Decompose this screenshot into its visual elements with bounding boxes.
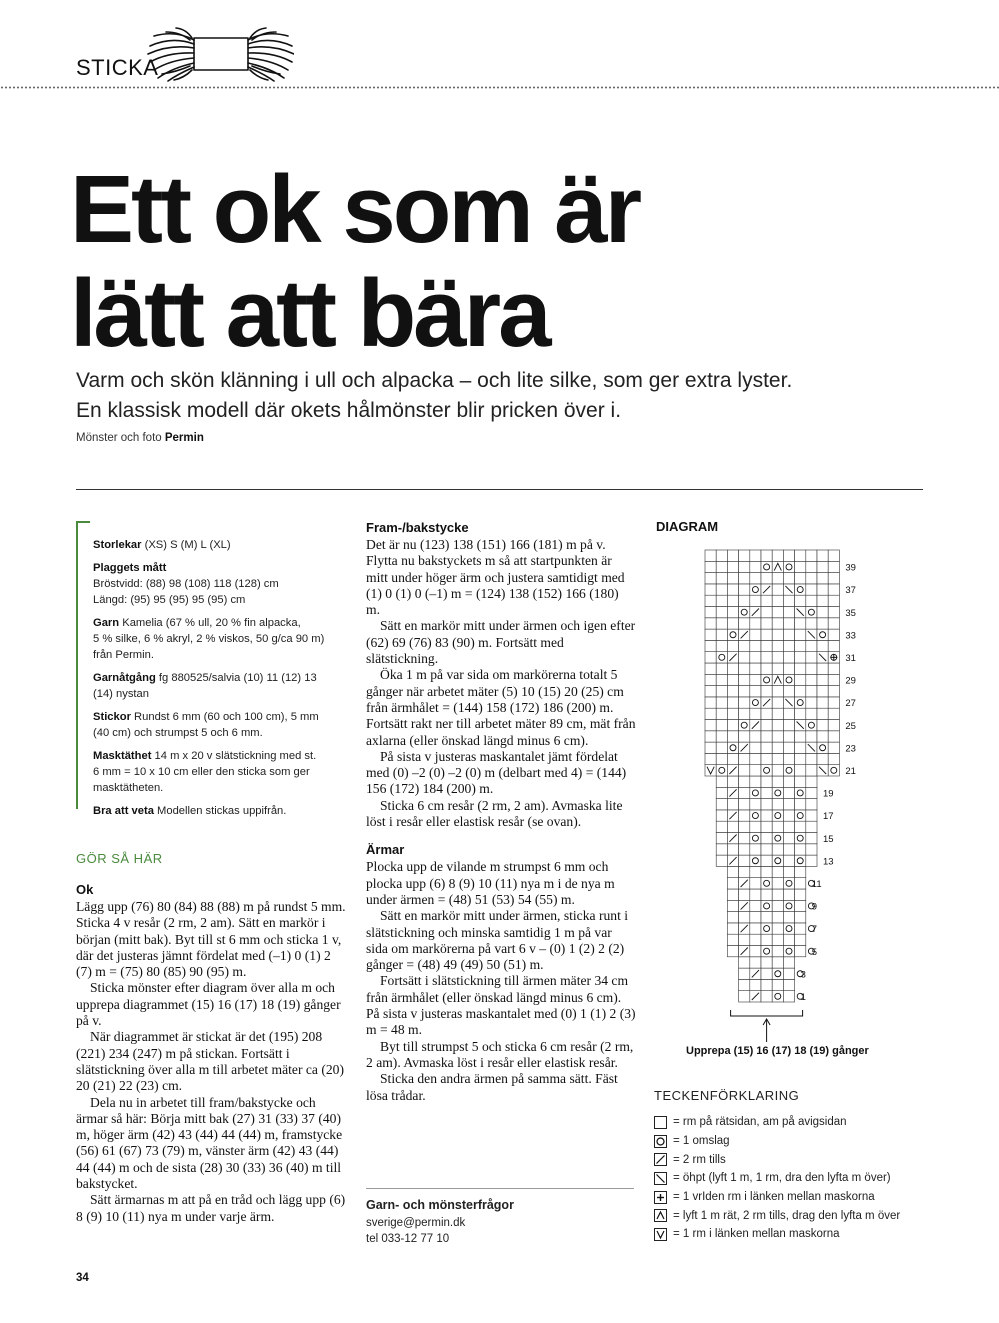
slash-right-icon [654, 1153, 667, 1166]
fact-item [93, 615, 348, 663]
paragraph: Det är nu (123) 138 (151) 166 (181) m på v. Flytta nu bakstyckets m så att startpunkten är mitt under höger ärm och justera samtidigt med (1) 0 (1) 0 (–1) m = (124) 138 (152) 166 (180) m. [366, 537, 625, 618]
row-label: 21 [845, 766, 856, 777]
row-label: 17 [823, 811, 834, 823]
legend-item [654, 1188, 900, 1207]
paragraph: Öka 1 m på var sida om markörerna totalt 5 gånger när arbetet mäter (5) 10 (15) 20 (25) cm från ärmhålet = (144) 158 (172) 186 (200) m. Fortsätt rakt ner till arbetet mäter 89 cm, mät från axlarna (eller önskad längd minus 6 cm). [366, 667, 636, 748]
row-label: 39 [845, 562, 856, 574]
paragraph: Sticka mönster efter diagram över alla m och upprepa diagrammet (15) 16 (17) 18 (19) gånger på v. [76, 980, 341, 1029]
legend-text: = 1 vrIden rm i länken mellan maskorna [673, 1191, 875, 1204]
slash-left-icon [654, 1172, 667, 1185]
fact-label: Garnåtgång [93, 672, 156, 684]
section-body-armar [366, 859, 636, 1103]
fact-text: från Permin. [93, 649, 154, 661]
headline [70, 158, 639, 366]
fact-text: 6 mm = 10 x 10 cm eller den sticka som ger [93, 766, 310, 778]
paragraph: Fortsätt i slätstickning till ärmen mäter 34 cm från ärmhålet (eller önskad längd minus 6 cm). På sista v justeras maskantalet med (0) 1 (1) 2 (3) m = 48 m. [366, 973, 636, 1038]
caret-down-icon [654, 1228, 667, 1241]
section-title-fram: Fram-/bakstycke [366, 520, 469, 535]
fact-item [93, 560, 348, 608]
fact-text: (14) nystan [93, 688, 149, 700]
row-label: 25 [845, 720, 856, 732]
fact-label: Plaggets mått [93, 562, 167, 574]
paragraph: Sätt en markör mitt under ärmen och igen efter (62) 69 (76) 83 (90) m. Fortsätt med slätstickning. [366, 618, 636, 667]
legend-text: = rm på rätsidan, am på avigsidan [673, 1116, 847, 1129]
plus-icon [654, 1191, 667, 1204]
row-label: 3 [800, 969, 806, 981]
paragraph: Sticka den andra ärmen på samma sätt. Fäst lösa trådar. [366, 1071, 618, 1103]
circle-icon [654, 1135, 667, 1148]
legend-item [654, 1113, 900, 1132]
fact-box [76, 521, 348, 817]
legend-item [654, 1132, 900, 1151]
credit [76, 432, 204, 444]
paragraph: Sätt ärmarnas m att på en tråd och lägg upp (6) 8 (9) 10 (11) nya m under varje ärm. [76, 1192, 346, 1224]
section-title-ok: Ok [76, 882, 94, 897]
row-label: 1 [800, 992, 806, 1003]
row-label: 19 [823, 788, 834, 800]
legend [654, 1113, 900, 1244]
paragraph: Sticka 6 cm resår (2 rm, 2 am). Avmaska lite löst i resår eller elastisk resår (se ovan). [366, 797, 623, 830]
section-label: STICKA [76, 55, 159, 80]
row-label: 35 [845, 607, 856, 619]
fact-text: 5 % silke, 6 % akryl, 2 % viskos, 50 g/ca 90 m) [93, 633, 325, 645]
fact-text: fg 880525/salvia (10) 11 (12) 13 [155, 672, 317, 684]
fact-text: Kamelia (67 % ull, 20 % fin alpacka, [119, 617, 301, 629]
paragraph: Lägg upp (76) 80 (84) 88 (88) m på rundst 5 mm. Sticka 4 v resår (2 rm, 2 am). Sätt en markör i början (mitt bak). Byt till st 6 mm och sticka 1 v, där det justeras jämnt fördelat med (–1) 0 (1) 2 (7) m = (75) 80 (85) 90 (95) m. [76, 899, 346, 980]
section-armar [366, 842, 636, 1103]
legend-item [654, 1169, 900, 1188]
column-1 [76, 882, 348, 1225]
section-fram [366, 520, 636, 830]
empty-square-icon [654, 1116, 667, 1129]
fact-text: (XS) S (M) L (XL) [141, 539, 231, 551]
contact-email[interactable]: sverige@permin.dk [366, 1217, 466, 1229]
section-body-ok [76, 899, 348, 1225]
row-label: 31 [845, 653, 856, 664]
contact-rule [366, 1188, 634, 1189]
lede [76, 366, 792, 426]
fact-item [93, 670, 348, 702]
how-to-heading: GÖR SÅ HÄR [76, 851, 163, 866]
row-label: 15 [823, 833, 834, 845]
fact-label: Masktäthet [93, 750, 152, 762]
fact-label: Stickor [93, 711, 131, 723]
fact-item [93, 748, 348, 796]
legend-item [654, 1206, 900, 1225]
paragraph: Dela nu in arbetet till fram/bakstycke och ärmar så här: Börja mitt bak (27) 31 (33) 37 (40) m, höger ärm (42) 43 (44) 44 (44) m, framstycke (56) 61 (67) 73 (79) m, vänster ärm (42) 43 (44) 44 (44) m och de sista (28) 30 (33) 36 (40) m till bakstycket. [76, 1094, 343, 1192]
paragraph: Plocka upp de vilande m strumpst 6 mm och plocka upp (6) 8 (9) 10 (11) nya m i de nya m under ärmen = (48) 51 (53) 54 (55) m. [366, 859, 615, 907]
fact-label: Garn [93, 617, 120, 629]
dotted-rule [0, 86, 999, 89]
paragraph: Sätt en markör mitt under ärmen, sticka runt i slätstickning och minska samtidig 1 m på var sida om markörerna på vart 6 v – (0) 1 (2) 2 (2) gånger = (48) 49 (49) 50 (51) m. [366, 908, 629, 973]
page-number: 34 [76, 1272, 89, 1284]
contact-phone: tel 033-12 77 10 [366, 1233, 450, 1245]
contact-title: Garn- och mönsterfrågor [366, 1198, 514, 1212]
section-body-fram [366, 537, 636, 830]
fact-item [93, 709, 348, 741]
fact-label: Storlekar [93, 539, 142, 551]
fact-item [93, 537, 348, 553]
knitting-chart [650, 540, 880, 1080]
section-title-armar: Ärmar [366, 842, 405, 858]
row-label: 13 [823, 856, 834, 868]
fact-text: masktätheten. [93, 782, 164, 794]
legend-title: TECKENFÖRKLARING [654, 1088, 800, 1103]
row-label: 11 [811, 879, 822, 890]
legend-text: = öhpt (lyft 1 m, 1 rm, dra den lyfta m över) [673, 1172, 891, 1185]
credit-name: Permin [164, 432, 204, 444]
credit-prefix: Mönster och foto [76, 432, 162, 444]
row-label: 27 [845, 698, 856, 710]
row-label: 5 [811, 946, 818, 958]
row-label: 29 [845, 675, 856, 687]
repeat-caption: Upprepa (15) 16 (17) 18 (19) gånger [686, 1045, 869, 1057]
paragraph: Byt till strumpst 5 och sticka 6 cm resår (2 rm, 2 am). Avmaska löst i resår eller elastisk resår. [366, 1038, 634, 1070]
fact-text: Modellen stickas uppifrån. [153, 805, 287, 817]
fact-label: Bra att veta [93, 805, 154, 817]
fact-text: (40 cm) och strumpst 5 och 6 mm. [93, 727, 263, 739]
diagram-title: DIAGRAM [656, 519, 719, 534]
paragraph: På sista v justeras maskantalet jämt fördelat med (0) –2 (0) –2 (0) m (delbart med 4) = (144) 156 (172) 184 (200) m. [366, 748, 627, 797]
column-2 [366, 520, 636, 1116]
row-label: 9 [811, 901, 818, 913]
legend-text: = 1 rm i länken mellan maskorna [673, 1228, 840, 1241]
fact-text: Bröstvidd: (88) 98 (108) 118 (128) cm [93, 578, 279, 590]
legend-item [654, 1150, 900, 1169]
yarn-skein-icon [146, 26, 294, 82]
row-label: 37 [845, 585, 856, 597]
fact-text: Rundst 6 mm (60 och 100 cm), 5 mm [130, 711, 319, 723]
fact-item [93, 803, 348, 819]
headline-line-1: Ett ok som är [70, 156, 640, 263]
legend-text: = 1 omslag [673, 1135, 730, 1148]
fact-text: 14 m x 20 v slätstickning med st. [151, 750, 317, 762]
row-label: 23 [845, 743, 856, 755]
paragraph: När diagrammet är stickat är det (195) 208 (221) 234 (247) m på stickan. Fortsätt i slätstickning över alla m till arbetet mäter ca (20) 20 (21) 22 (23) cm. [76, 1029, 344, 1094]
headline-line-2: lätt att bära [70, 260, 549, 367]
fact-text: Längd: (95) 95 (95) 95 (95) cm [93, 594, 246, 606]
row-label: 7 [811, 924, 818, 936]
legend-text: = lyft 1 m rät, 2 rm tills, drag den lyfta m över [673, 1209, 901, 1222]
lede-line-2: En klassisk modell där okets hålmönster blir pricken över i. [76, 399, 622, 422]
contact-box [366, 1197, 514, 1247]
lede-line-1: Varm och skön klänning i ull och alpacka – och lite silke, som ger extra lyster. [76, 369, 793, 392]
legend-text: = 2 rm tills [673, 1153, 726, 1166]
legend-item [654, 1225, 900, 1244]
horizontal-rule [76, 489, 923, 490]
row-label: 33 [845, 630, 856, 642]
caret-up-icon [654, 1209, 667, 1222]
